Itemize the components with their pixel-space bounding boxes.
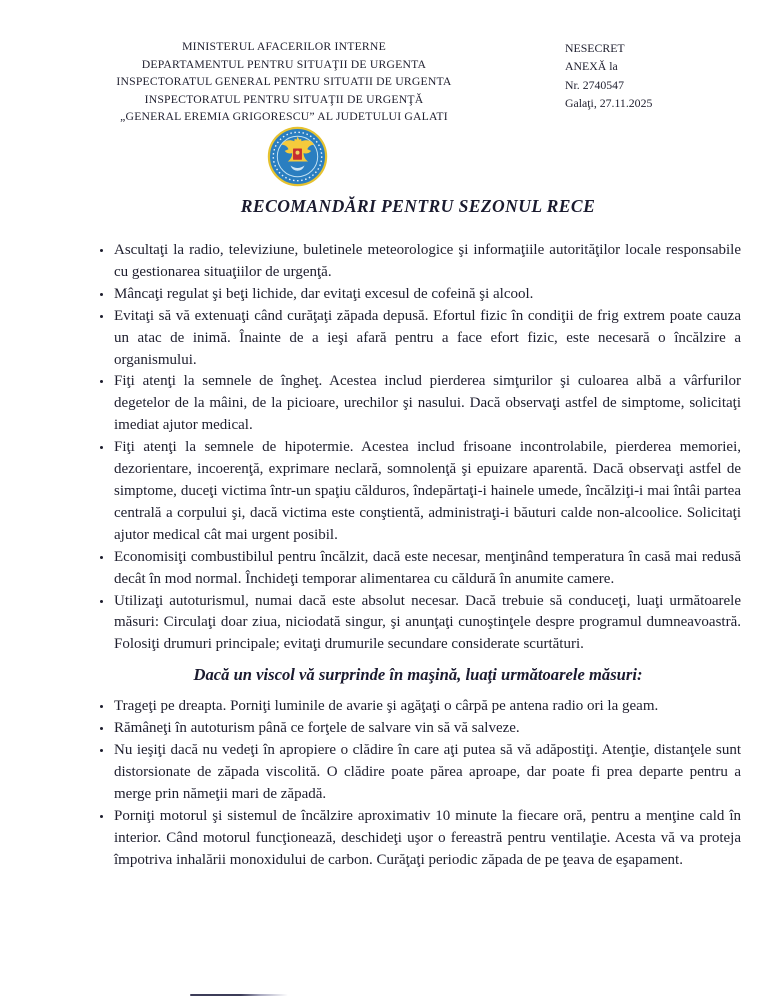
authority-line: INSPECTORATUL PENTRU SITUAŢII DE URGENŢĂ — [144, 92, 424, 106]
recommendation-item: • Ascultaţi la radio, televiziune, buletinele meteorologice şi informaţiile autorităţilor locale responsabile cu gestionarea situaţiilor de urgenţă. — [113, 240, 741, 284]
recommendation-item: • Fiţi atenţi la semnele de îngheţ. Acestea includ pierderea simţurilor şi culoarea albă a vârfurilor degetelor de la mâini, de la picioare, urechilor şi nasului. Dacă observaţi astfel de simptome, solicitaţi imediat ajutor medical. — [113, 371, 741, 437]
document-body — [95, 196, 741, 871]
recommendation-item: • Utilizaţi autoturismul, numai dacă este absolut necesar. Dacă trebuie să conduceţi, luaţi următoarele măsuri: Circulaţi doar ziua, niciodată singur, şi anunţaţi cunoştinţele despre programul dumneavoastră. Folosiţi drumuri principale; evitaţi drumurile secundare considerate scurtături. — [113, 591, 741, 657]
storm-measure-item: • Trageţi pe dreapta. Porniţi luminile de avarie şi agăţaţi o cârpă pe antena radio ori la geam. — [113, 696, 741, 718]
issuing-authority-block — [78, 38, 490, 126]
storm-measure-item: • Rămâneţi în autoturism până ce forţele de salvare vin să vă salveze. — [113, 718, 741, 740]
recommendation-item: • Mâncaţi regulat şi beţi lichide, dar evitaţi excesul de cofeină şi alcool. — [113, 284, 741, 306]
classification-line: Nr. 2740547 — [565, 77, 624, 92]
recommendation-item: • Economisiţi combustibilul pentru încălzit, dacă este necesar, menţinând temperatura în casă mai redusă decât în mod normal. Închideţi temporar alimentarea cu căldură în anumite camere. — [113, 547, 741, 591]
classification-block — [565, 39, 735, 113]
authority-line: „GENERAL EREMIA GRIGORESCU” AL JUDETULUI GALATI — [120, 110, 448, 124]
classification-line: ANEXĂ la — [565, 59, 618, 74]
emergency-inspectorate-emblem-icon — [266, 125, 329, 188]
authority-line: DEPARTAMENTUL PENTRU SITUAŢII DE URGENTA — [141, 57, 427, 71]
storm-measure-item: • Porniţi motorul şi sistemul de încălzire aproximativ 10 minute la fiecare oră, pentru a menţine cald în interior. Când motorul funcţionează, deschideţi uşor o fereastră pentru ventilaţie. Acesta vă va proteja împotriva inhalării monoxidului de carbon. Curăţaţi periodic zăpada de pe ţeava de eşapament. — [113, 806, 741, 872]
page-title: RECOMANDĂRI PENTRU SEZONUL RECE — [240, 196, 596, 216]
recommendations-list — [95, 240, 741, 656]
storm-measures-list — [95, 696, 741, 871]
classification-line: NESECRET — [565, 41, 625, 55]
recommendation-item: • Evitaţi să vă extenuaţi când curăţaţi zăpada depusă. Efortul fizic în condiţii de frig extrem poate cauza un atac de inimă. Înainte de a ieşi afară pentru a face efort fizic, este necesară o încălzire a organismului. — [113, 306, 741, 372]
classification-line: Galaţi, 27.11.2025 — [565, 96, 653, 111]
authority-line: MINISTERUL AFACERILOR INTERNE — [182, 40, 386, 53]
next-page-text-fragment — [190, 994, 288, 996]
recommendation-item: • Fiţi atenţi la semnele de hipotermie. Acestea includ frisoane incontrolabile, pierderea memoriei, dezorientare, incoerenţă, exprimare neclară, somnolenţă şi epuizare aparentă. Dacă observaţi astfel de simptome, duceţi victima într-un spaţiu călduros, îndepărtaţi-i hainele umede, încălziţi-i mai întâi partea centrală a corpului şi, dacă victima este conştientă, administraţi-i băuturi calde non-alcoolice. Solicitaţi ajutor medical cât mai urgent posibil. — [113, 437, 741, 547]
storm-measure-item: • Nu ieşiţi dacă nu vedeţi în apropiere o clădire în care aţi putea să vă adăpostiţi. Atenţie, distanţele sunt distorsionate de zăpada viscolită. O clădire poate părea aproape, dar poate fi prea departe pentru a merge prin nămeţii mari de zăpadă. — [113, 740, 741, 806]
storm-section-heading: Dacă un viscol vă surprinde în maşină, luaţi următoarele măsuri: — [193, 665, 643, 685]
authority-line: INSPECTORATUL GENERAL PENTRU SITUATII DE URGENTA — [116, 75, 452, 89]
